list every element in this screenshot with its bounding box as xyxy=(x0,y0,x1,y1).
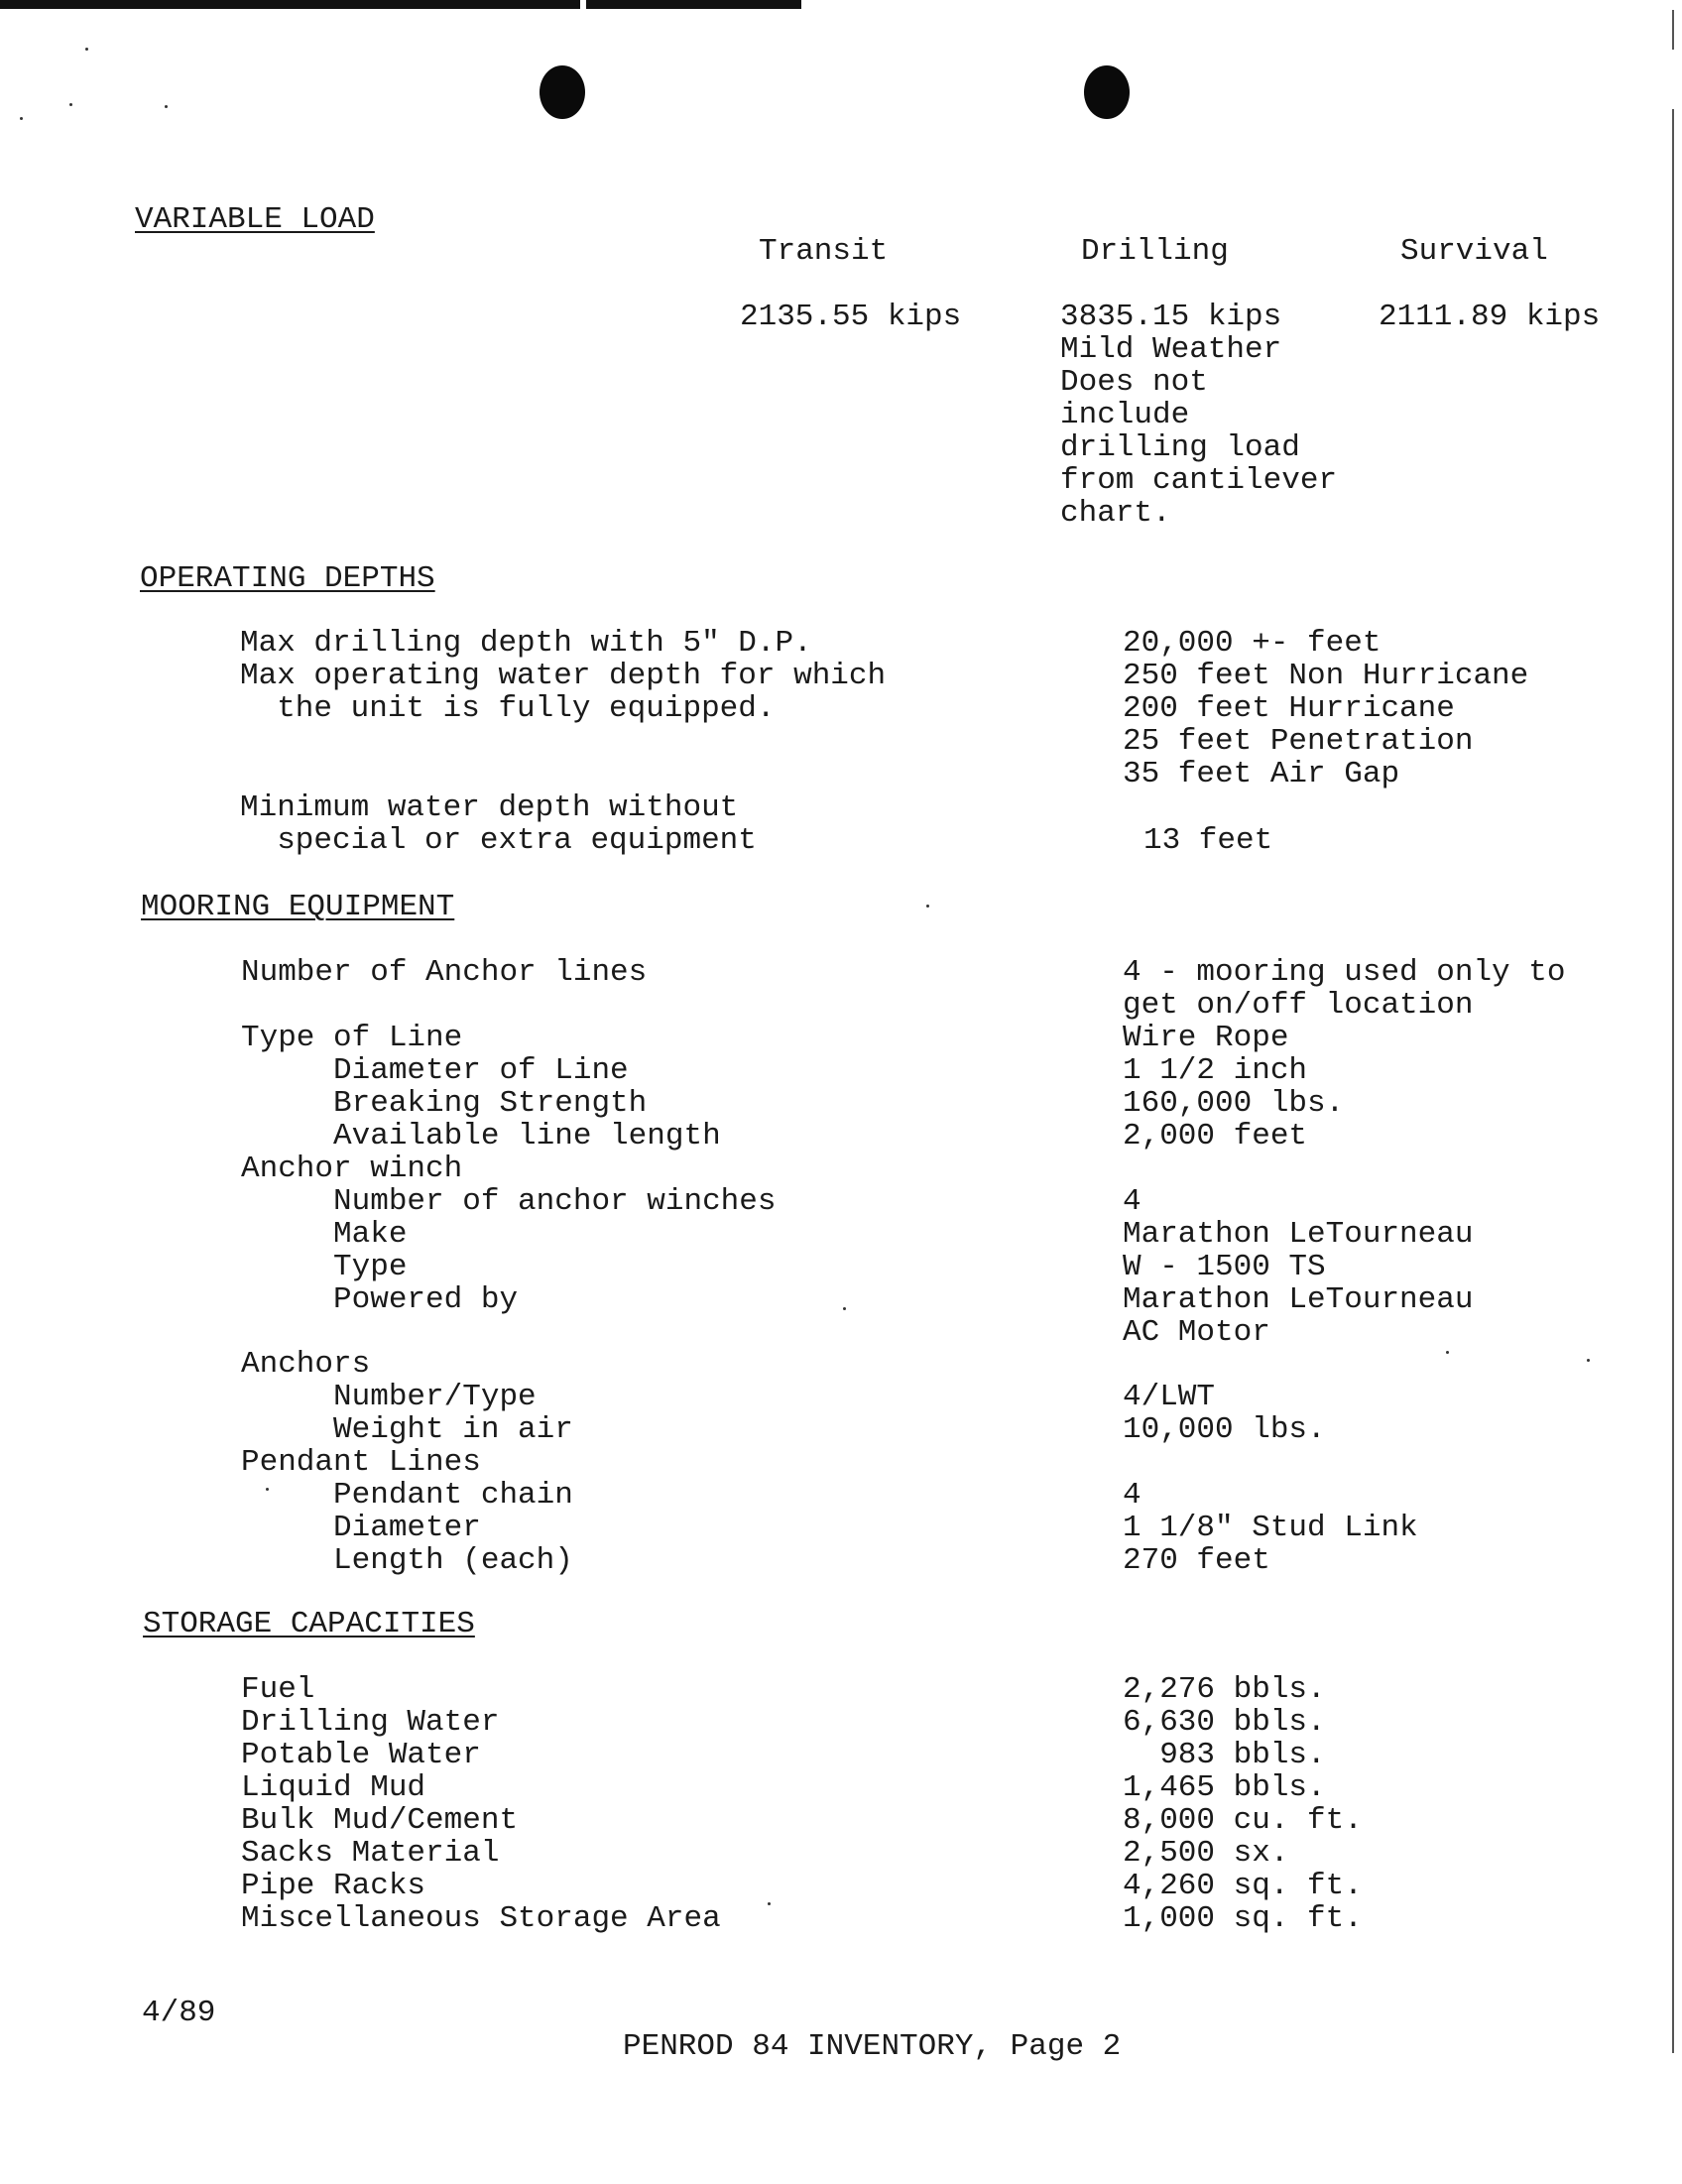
text-line: include xyxy=(1060,398,1190,432)
scan-speck xyxy=(20,117,23,120)
text-line: Miscellaneous Storage Area xyxy=(241,1901,721,1936)
operating-depths-values xyxy=(1123,627,1528,790)
text-line: Available line length xyxy=(241,1119,721,1153)
text-line: Weight in air xyxy=(241,1412,573,1447)
text-line: Liquid Mud xyxy=(241,1770,426,1805)
text-line: Make xyxy=(241,1217,408,1252)
mooring-labels-3 xyxy=(241,1348,573,1577)
text-line: 1,465 bbls. xyxy=(1123,1770,1326,1805)
survival-value: 2111.89 kips xyxy=(1379,300,1601,334)
text-line: 1 1/8" Stud Link xyxy=(1123,1511,1418,1545)
text-line: Number/Type xyxy=(241,1380,537,1414)
scan-speck xyxy=(1587,1359,1590,1362)
text-line: 10,000 lbs. xyxy=(1123,1412,1326,1447)
scan-speck xyxy=(165,105,168,108)
text-line: 160,000 lbs. xyxy=(1123,1086,1345,1121)
text-line: 4 xyxy=(1123,1478,1141,1513)
text-line: 2,500 sx. xyxy=(1123,1836,1289,1871)
text-line: 8,000 cu. ft. xyxy=(1123,1803,1363,1838)
text-line: W - 1500 TS xyxy=(1123,1250,1326,1284)
text-line: Number of anchor winches xyxy=(241,1184,777,1219)
text-line xyxy=(1123,1446,1418,1479)
minimum-depth-value: 13 feet xyxy=(1143,823,1273,858)
scan-speck xyxy=(768,1902,771,1905)
storage-labels xyxy=(241,1673,721,1935)
text-line: Marathon LeTourneau xyxy=(1123,1217,1474,1252)
scan-speck xyxy=(69,103,72,106)
text-line: Anchors xyxy=(241,1347,371,1382)
text-line: 250 feet Non Hurricane xyxy=(1123,659,1529,693)
text-line: Powered by xyxy=(241,1282,519,1317)
minimum-depth-labels xyxy=(240,791,757,857)
text-line: Fuel xyxy=(241,1672,315,1707)
scan-speck xyxy=(85,48,88,51)
text-line: 25 feet Penetration xyxy=(1123,724,1474,759)
text-line: 2,276 bbls. xyxy=(1123,1672,1326,1707)
footer-date: 4/89 xyxy=(142,1996,216,2030)
storage-values xyxy=(1123,1673,1363,1935)
mooring-values-1 xyxy=(1123,956,1565,1022)
text-line: Max drilling depth with 5" D.P. xyxy=(240,626,812,661)
column-header-drilling: Drilling xyxy=(1081,234,1229,269)
text-line: AC Motor xyxy=(1123,1315,1270,1350)
text-line: 270 feet xyxy=(1123,1543,1270,1578)
text-line: Type of Line xyxy=(241,1021,463,1055)
transit-value: 2135.55 kips xyxy=(740,300,962,334)
text-line: 200 feet Hurricane xyxy=(1123,691,1455,726)
scan-speck xyxy=(843,1307,846,1310)
mooring-labels-1 xyxy=(241,956,647,989)
text-line: Minimum water depth without xyxy=(240,790,739,825)
text-line: Max operating water depth for which xyxy=(240,659,887,693)
text-line: Mild Weather xyxy=(1060,332,1282,367)
mooring-values-2 xyxy=(1123,1022,1473,1349)
text-line: 4 - mooring used only to xyxy=(1123,955,1566,990)
section-heading-variable-load: VARIABLE LOAD xyxy=(135,202,375,237)
text-line: drilling load xyxy=(1060,430,1300,465)
text-line: Anchor winch xyxy=(241,1152,463,1186)
drilling-value-block xyxy=(1060,301,1337,530)
footer-page-label: PENROD 84 INVENTORY, Page 2 xyxy=(623,2029,1122,2064)
text-line: 35 feet Air Gap xyxy=(1123,757,1400,791)
text-line: Marathon LeTourneau xyxy=(1123,1282,1474,1317)
text-line: 2,000 feet xyxy=(1123,1119,1308,1153)
column-header-survival: Survival xyxy=(1400,234,1548,269)
top-edge-bar-gap xyxy=(580,0,586,9)
text-line: Pendant chain xyxy=(241,1478,573,1513)
section-heading-operating-depths: OPERATING DEPTHS xyxy=(140,561,435,596)
text-line: Sacks Material xyxy=(241,1836,500,1871)
text-line: Breaking Strength xyxy=(241,1086,648,1121)
scan-edge-line xyxy=(1672,109,1674,2053)
text-line: Number of Anchor lines xyxy=(241,955,648,990)
text-line: 6,630 bbls. xyxy=(1123,1705,1326,1740)
punch-hole-right xyxy=(1084,65,1130,119)
text-line: Pendant Lines xyxy=(241,1445,481,1480)
text-line: chart. xyxy=(1060,496,1171,531)
mooring-labels-2 xyxy=(241,1022,777,1316)
text-line xyxy=(1123,1153,1473,1185)
text-line: Diameter xyxy=(241,1511,481,1545)
scan-speck xyxy=(926,905,929,908)
section-heading-mooring-equipment: MOORING EQUIPMENT xyxy=(141,890,455,924)
text-line: Diameter of Line xyxy=(241,1053,629,1088)
scan-speck xyxy=(1446,1351,1449,1354)
text-line: Pipe Racks xyxy=(241,1869,426,1903)
text-line: Wire Rope xyxy=(1123,1021,1289,1055)
text-line: 20,000 +- feet xyxy=(1123,626,1382,661)
column-header-transit: Transit xyxy=(759,234,889,269)
text-line: special or extra equipment xyxy=(240,823,757,858)
text-line: Type xyxy=(241,1250,408,1284)
text-line: get on/off location xyxy=(1123,988,1474,1023)
text-line: Does not xyxy=(1060,365,1208,400)
text-line: Length (each) xyxy=(241,1543,573,1578)
text-line: the unit is fully equipped. xyxy=(240,691,776,726)
text-line: Potable Water xyxy=(241,1738,481,1772)
mooring-values-3 xyxy=(1123,1348,1418,1577)
text-line: 4 xyxy=(1123,1184,1141,1219)
text-line: Bulk Mud/Cement xyxy=(241,1803,519,1838)
text-line: 1,000 sq. ft. xyxy=(1123,1901,1363,1936)
text-line: Drilling Water xyxy=(241,1705,500,1740)
text-line: 4,260 sq. ft. xyxy=(1123,1869,1363,1903)
scan-edge-line-top xyxy=(1672,10,1674,50)
section-heading-storage-capacities: STORAGE CAPACITIES xyxy=(143,1607,475,1641)
text-line: 983 bbls. xyxy=(1123,1738,1326,1772)
text-line: 4/LWT xyxy=(1123,1380,1216,1414)
text-line: 3835.15 kips xyxy=(1060,300,1282,334)
text-line: from cantilever xyxy=(1060,463,1338,498)
operating-depths-labels xyxy=(240,627,886,725)
punch-hole-left xyxy=(540,65,585,119)
text-line: 1 1/2 inch xyxy=(1123,1053,1308,1088)
text-line xyxy=(1123,1348,1418,1381)
top-edge-bar xyxy=(0,0,801,9)
